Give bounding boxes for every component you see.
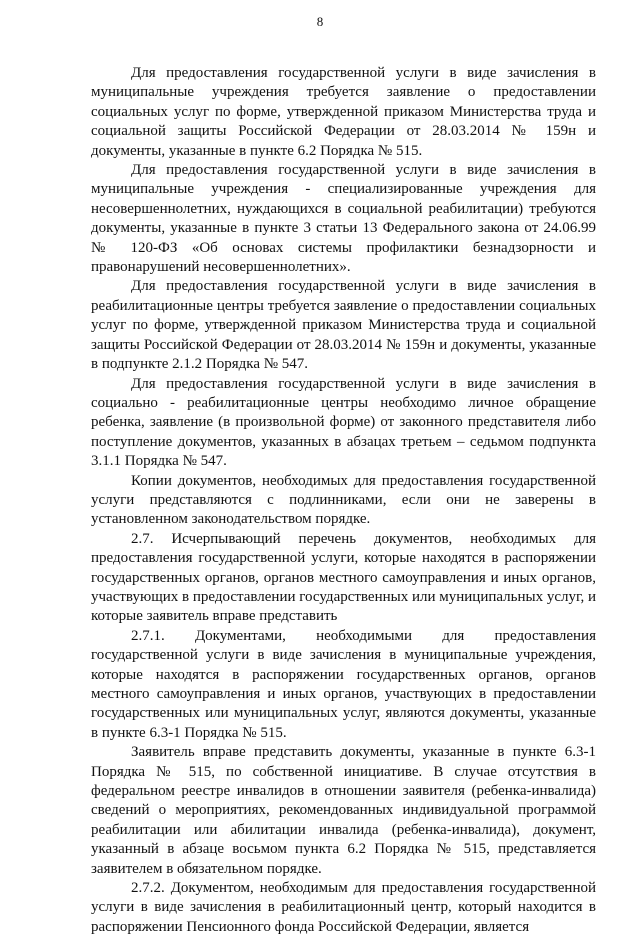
paragraph-section-2-7-2: 2.7.2. Документом, необходимым для предоставления государственной услуги в виде зачисления в реабилитационный центр, который находится в распоряжении Пенсионного фонда Российской Федерации, является: [91, 880, 596, 935]
paragraph-section-2-7-1: 2.7.1. Документами, необходимыми для предоставления государственной услуги в виде зачисления в муниципальные учреждения, которые находятся в распоряжении государственных органов, органов местного самоуправления и иных органов, участвующих в предоставлении государственных или муниципальных услуг, являются документы, указанные в пункте 6.3-1 Порядка № 515.: [91, 627, 596, 741]
paragraph-applicant-right: Заявитель вправе представить документы, указанные в пункте 6.3-1 Порядка № 515, по собственной инициативе. В случае отсутствия в федеральном реестре инвалидов в отношении заявителя (ребенка-инвалида) сведений о мероприятиях, рекомендованных индивидуальной программой реабилитации или абилитации инвалида (ребенка-инвалида), документ, указанный в абзаце восьмом пункта 6.2 Порядка № 515, представляется заявителем в обязательном порядке.: [91, 744, 596, 877]
page-number: 8: [316, 14, 324, 29]
paragraph-document-copies: Копии документов, необходимых для предоставления государственной услуги представляются с подлинниками, если они не заверены в установленном законодательством порядке.: [91, 472, 596, 528]
paragraph-section-2-7: 2.7. Исчерпывающий перечень документов, необходимых для предоставления государственной услуги, которые находятся в распоряжении государственных органов, органов местного самоуправления и иных органов, участвующих в предоставлении государственных или муниципальных услуг, и которые заявитель вправе представить: [91, 530, 596, 625]
paragraph-social-rehabilitation-centers: Для предоставления государственной услуги в виде зачисления в социально - реабилитационные центры необходимо личное обращение ребенка, заявление (в произвольной форме) от законного представителя либо поступление документов, указанных в абзацах третьем – седьмом подпункта 3.1.1 Порядка № 547.: [91, 375, 596, 470]
document-body: [91, 64, 596, 937]
paragraph-specialized-institutions: Для предоставления государственной услуги в виде зачисления в муниципальные учреждения - специализированные учреждения для несовершеннолетних, нуждающихся в социальной реабилитации) требуются документы, указанные в пункте 3 статьи 13 Федерального закона от 24.06.99 № 120-ФЗ «Об основах системы профилактики безнадзорности и правонарушений несовершеннолетних».: [91, 162, 596, 276]
paragraph-rehabilitation-centers: Для предоставления государственной услуги в виде зачисления в реабилитационные центры требуется заявление о предоставлении социальных услуг по форме, утвержденной приказом Министерства труда и социальной защиты Российской Федерации от 28.03.2014 № 159н и документы, указанные в подпункте 2.1.2 Порядка № 547.: [91, 278, 596, 373]
paragraph-municipal-institutions: Для предоставления государственной услуги в виде зачисления в муниципальные учреждения требуется заявление о предоставлении социальных услуг по форме, утвержденной приказом Министерства труда и социальной защиты Российской Федерации от 28.03.2014 № 159н и документы, указанные в пункте 6.2 Порядка № 515.: [91, 65, 596, 159]
